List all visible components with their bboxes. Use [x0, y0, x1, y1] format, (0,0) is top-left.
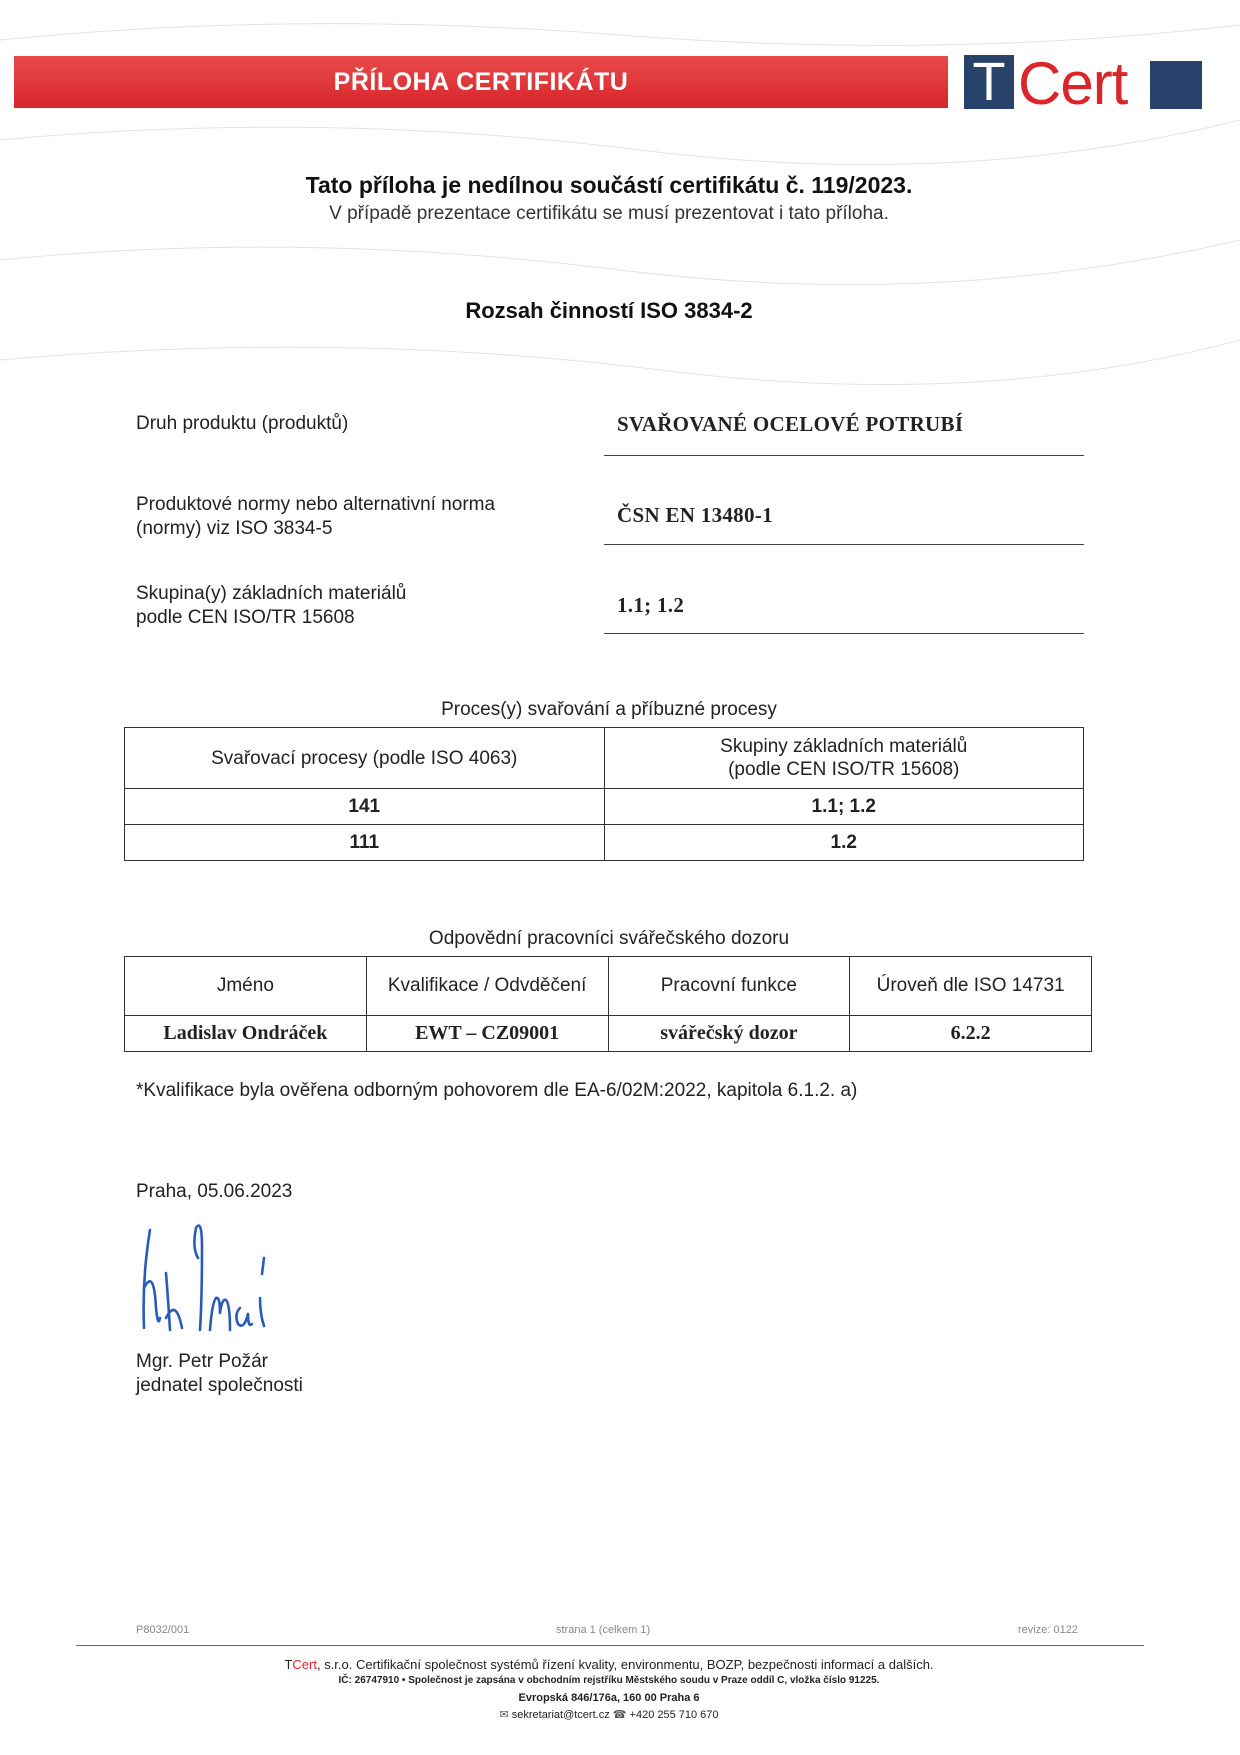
- document-code: P8032/001: [136, 1624, 190, 1636]
- table-row: [125, 825, 1084, 861]
- company-name-t: T: [284, 1657, 293, 1672]
- company-name-cert: Cert: [292, 1657, 317, 1672]
- column-header-qualification: Kvalifikace / Odvděčení: [366, 957, 608, 1016]
- intro-subtitle: V případě prezentace certifikátu se musí prezentovat i tato příloha.: [329, 203, 889, 224]
- table-row: [125, 789, 1084, 825]
- field-underline: [604, 544, 1084, 545]
- field-underline: [604, 633, 1084, 634]
- field-label-product-type: [136, 412, 348, 436]
- table-cell: EWT – CZ09001: [366, 1016, 608, 1052]
- company-address: Evropská 846/176a, 160 00 Praha 6: [518, 1692, 700, 1704]
- signer-name: Mgr. Petr Požár: [136, 1351, 268, 1372]
- column-header-material-groups: [604, 728, 1084, 789]
- company-description: , s.r.o. Certifikační společnost systémů řízení kvality, environmentu, BOZP, bezpečnosti informací a dalších.: [316, 1657, 934, 1672]
- logo-square: [1150, 61, 1202, 109]
- supervision-staff-table: [124, 956, 1092, 1052]
- field-label-product-norms: [136, 493, 495, 541]
- scope-title: Rozsah činností ISO 3834-2: [465, 298, 753, 323]
- signer-role: jednatel společnosti: [136, 1375, 303, 1396]
- tcert-logo: [964, 50, 1204, 117]
- page-info: strana 1 (celkem 1): [556, 1624, 651, 1636]
- table-cell: 141: [125, 789, 605, 825]
- column-header-processes: Svařovací procesy (podle ISO 4063): [125, 728, 605, 789]
- table-cell: 111: [125, 825, 605, 861]
- welding-process-table: [124, 727, 1084, 861]
- registry-info: IČ: 26747910 • Společnost je zapsána v obchodním rejstříku Městského soudu v Praze oddíl C, vložka číslo 91225.: [338, 1675, 880, 1686]
- field-label-line: (normy) viz ISO 3834-5: [136, 518, 333, 539]
- logo-cert-word: Cert: [1018, 50, 1128, 117]
- qualification-footnote: *Kvalifikace byla ověřena odborným pohovorem dle EA-6/02M:2022, kapitola 6.1.2. a): [136, 1080, 858, 1101]
- column-header-function: Pracovní funkce: [608, 957, 850, 1016]
- staff-table-caption: Odpovědní pracovníci svářečského dozoru: [428, 928, 790, 949]
- banner-title: PŘÍLOHA CERTIFIKÁTU: [333, 67, 629, 96]
- field-label-line: podle CEN ISO/TR 15608: [136, 607, 355, 628]
- table-cell: 1.2: [604, 825, 1084, 861]
- table-cell: Ladislav Ondráček: [125, 1016, 367, 1052]
- process-table-caption: Proces(y) svařování a příbuzné procesy: [441, 699, 777, 720]
- place-date: Praha, 05.06.2023: [136, 1181, 293, 1202]
- field-value-product-norms: ČSN EN 13480-1: [617, 503, 773, 527]
- contact-line: [0, 1708, 1218, 1721]
- field-label-line: Produktové normy nebo alternativní norma: [136, 494, 496, 515]
- intro-title: Tato příloha je nedílnou součástí certifikátu č. 119/2023.: [305, 172, 913, 198]
- column-header-line: (podle CEN ISO/TR 15608): [728, 759, 960, 780]
- table-cell: 6.2.2: [850, 1016, 1092, 1052]
- company-line: [0, 1657, 1218, 1672]
- field-label-line: Druh produktu (produktů): [136, 413, 349, 434]
- field-label-material-groups: [136, 582, 406, 630]
- column-header-level: Úroveň dle ISO 14731: [850, 957, 1092, 1016]
- field-label-line: Skupina(y) základních materiálů: [136, 583, 407, 604]
- certificate-annex-banner: [14, 56, 948, 108]
- envelope-icon: ✉: [499, 1709, 509, 1721]
- phone-icon: ☎: [612, 1709, 627, 1721]
- column-header-line: Skupiny základních materiálů: [720, 736, 968, 757]
- handwritten-signature: [136, 1218, 296, 1338]
- field-value-product-type: SVAŘOVANÉ OCELOVÉ POTRUBÍ: [617, 412, 964, 436]
- field-underline: [604, 455, 1084, 456]
- logo-t-letter: T: [964, 55, 1014, 109]
- revision-info: revize: 0122: [1018, 1624, 1078, 1636]
- column-header-name: Jméno: [125, 957, 367, 1016]
- field-value-material-groups: 1.1; 1.2: [617, 593, 685, 617]
- table-cell: 1.1; 1.2: [604, 789, 1084, 825]
- contact-phone: +420 255 710 670: [629, 1709, 719, 1721]
- table-header-row: [125, 957, 1092, 1016]
- table-header-row: [125, 728, 1084, 789]
- table-cell: svářečský dozor: [608, 1016, 850, 1052]
- contact-email: sekretariat@tcert.cz: [511, 1709, 610, 1721]
- footer-divider: [76, 1645, 1144, 1646]
- table-row: [125, 1016, 1092, 1052]
